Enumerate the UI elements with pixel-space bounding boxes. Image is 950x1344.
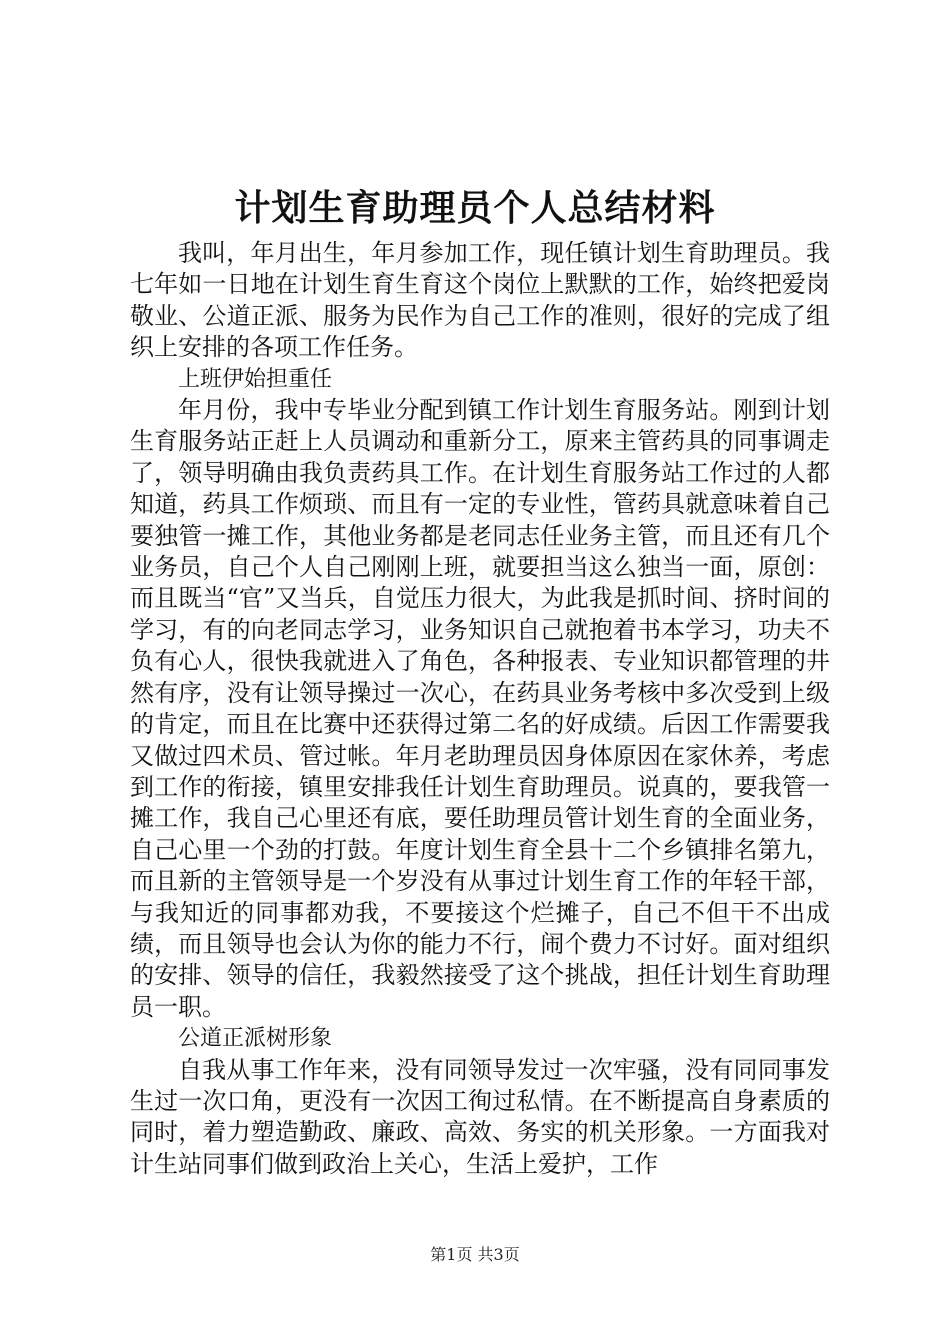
section-heading-2: 公道正派树形象 <box>178 1026 333 1052</box>
document-title: 计划生育助理员个人总结材料 <box>234 187 716 229</box>
paragraph-section-1: 年月份，我中专毕业分配到镇工作计划生育服务站。刚到计划生育服务站正赶上人员调动和重新分工，原来主管药具的同事调走了，领导明确由我负责药具工作。在计划生育服务站工作过的人都知道，药具工作烦琐、而且有一定的专业性，管药具就意味着自己要独管一摊工作，其他业务都是老同志任业务主管，而且还有几个业务员，自己个人自己刚刚上班，就要担当这么独当一面，原创：而且既当“官”又当兵，自觉压力很大，为此我是抓时间、挤时间的学习，有的向老同志学习，业务知识自己就抱着书本学习，功夫不负有心人，很快我就进入了角色，各种报表、专业知识都管理的井然有序，没有让领导操过一次心，在药具业务考核中多次受到上级的肯定，而且在比赛中还获得过第二名的好成绩。后因工作需要我又做过四术员、管过帐。年月老助理员因身体原因在家休养，考虑到工作的衔接，镇里安排我任计划生育助理员。说真的，要我管一摊工作，我自己心里还有底，要任助理员管计划生育的全面业务，自己心里一个劲的打鼓。年度计划生育全县十二个乡镇排名第九，而且新的主管领导是一个岁没有从事过计划生育工作的年轻干部，与我知近的同事都劝我，不要接这个烂摊子，自己不但干不出成绩，而且领导也会认为你的能力不行，闹个费力不讨好。面对组织的安排、领导的信任，我毅然接受了这个挑战，担任计划生育助理员一职。 <box>130 396 830 1021</box>
section-heading-1: 上班伊始担重任 <box>178 366 333 392</box>
paragraph-intro: 我叫，年月出生，年月参加工作，现任镇计划生育助理员。我七年如一日地在计划生育生育这个岗位上默默的工作，始终把爱岗敬业、公道正派、服务为民作为自己工作的准则，很好的完成了组织上安排的各项工作任务。 <box>130 239 830 362</box>
paragraph-section-2: 自我从事工作年来，没有同领导发过一次牢骚，没有同同事发生过一次口角，更没有一次因工徇过私情。在不断提高自身素质的同时，着力塑造勤政、廉政、高效、务实的机关形象。一方面我对计生站同事们做到政治上关心，生活上爱护，工作 <box>130 1055 830 1178</box>
document-body <box>130 238 830 1180</box>
page-footer: 第1页 共3页 <box>430 1245 520 1264</box>
